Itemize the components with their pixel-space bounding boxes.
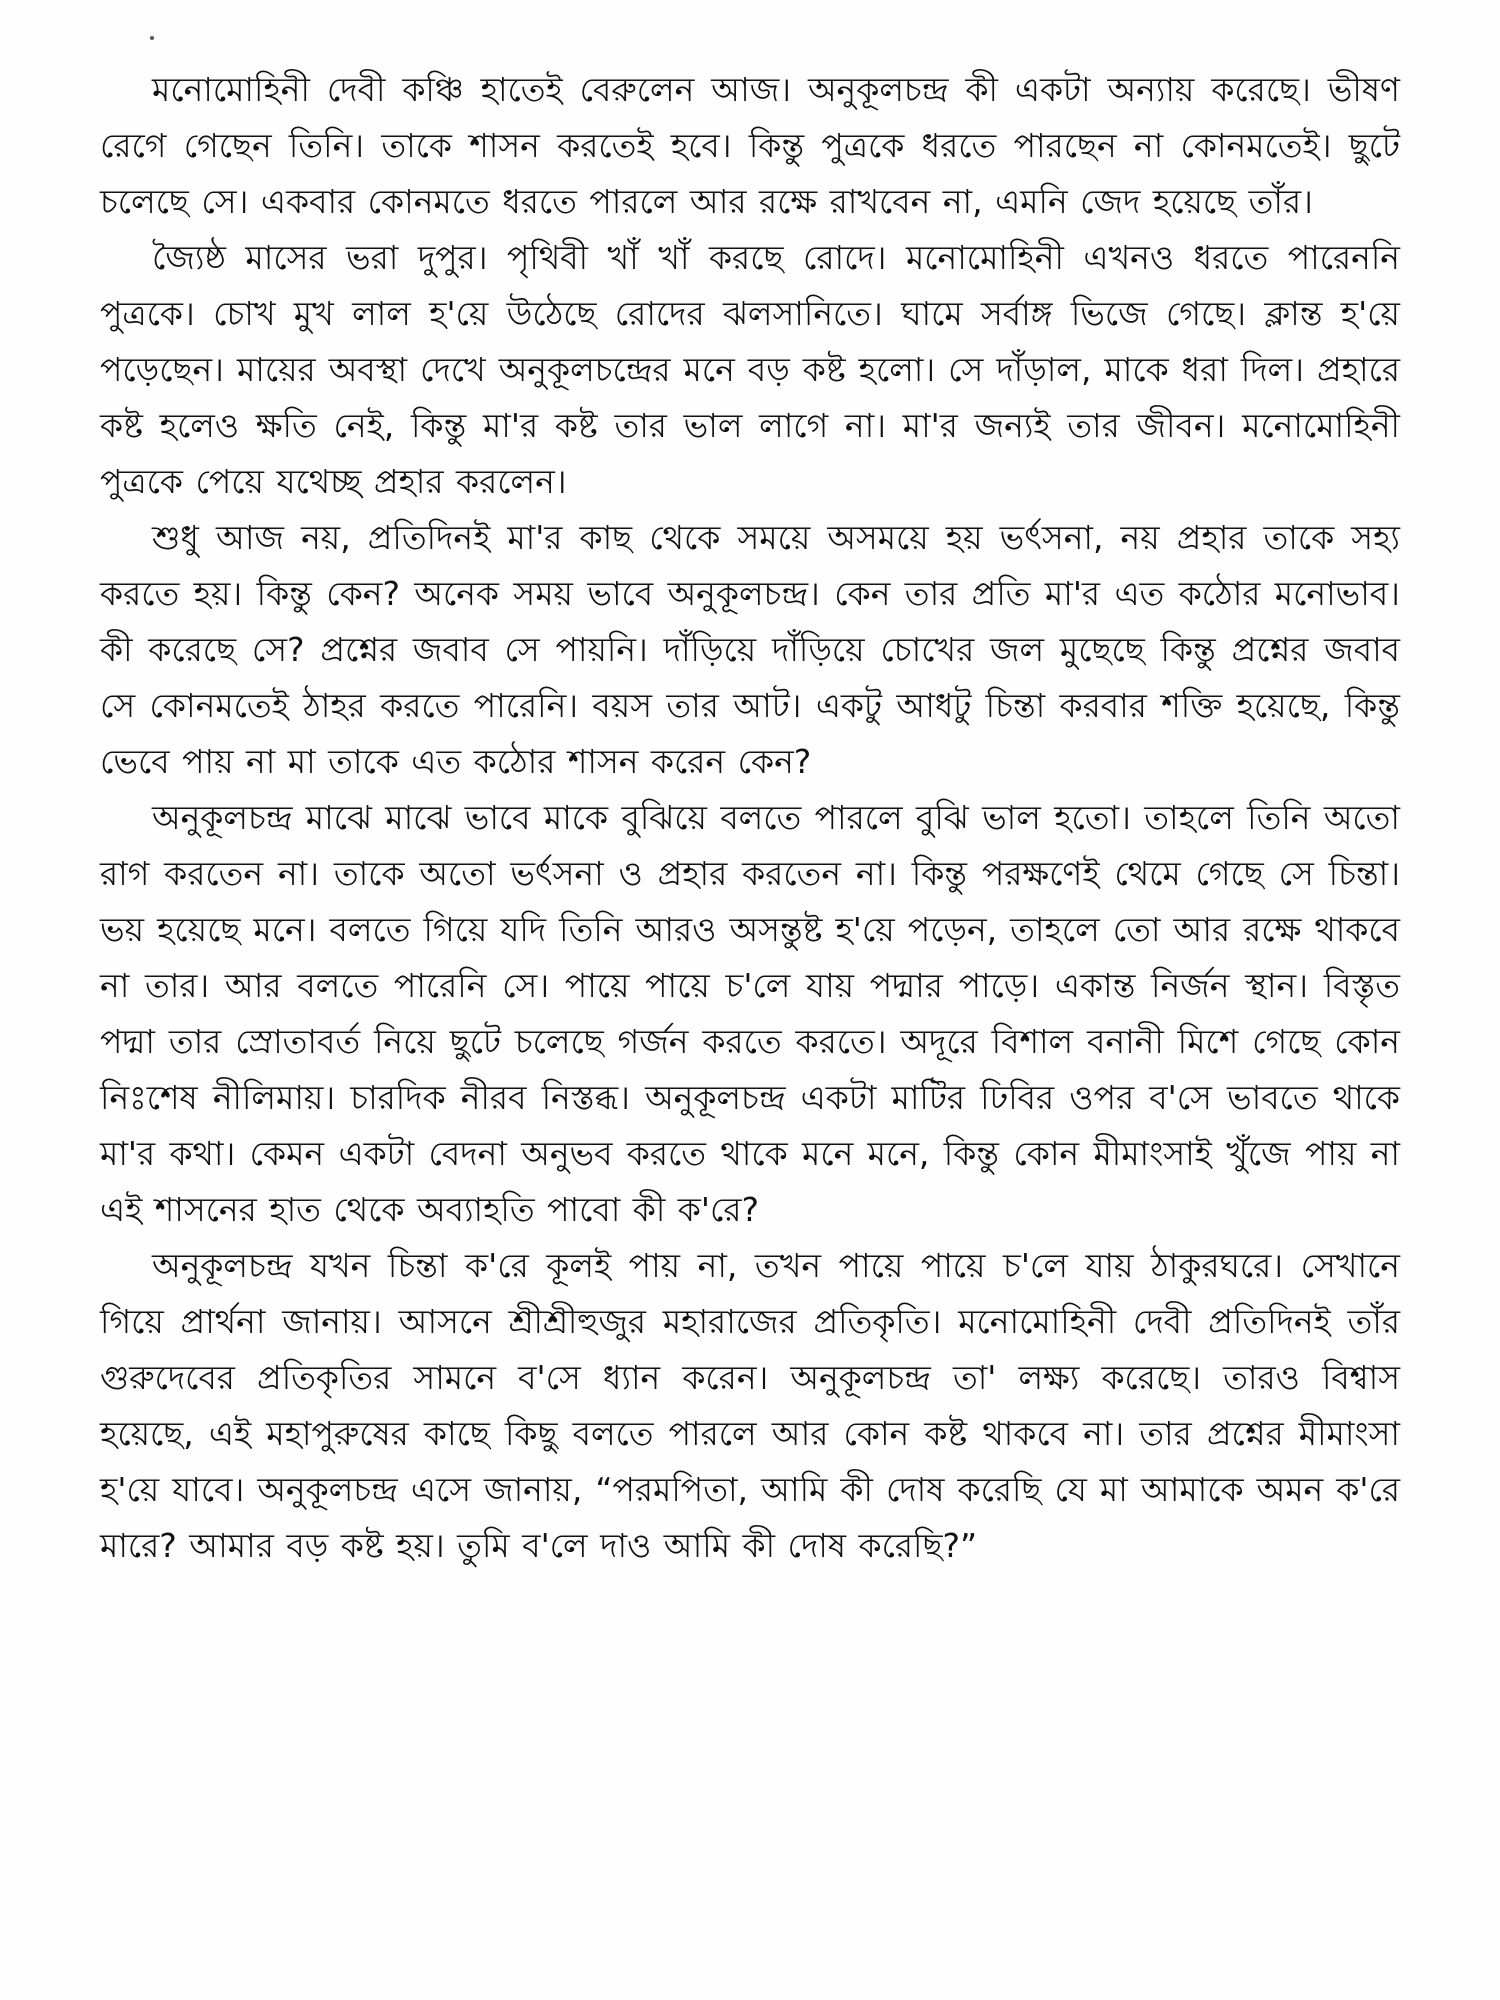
paragraph-2: জ্যৈষ্ঠ মাসের ভরা দুপুর। পৃথিবী খাঁ খাঁ করছে রোদে। মনোমোহিনী এখনও ধরতে পারেননি পুত্রকে। চোখ মুখ লাল হ'য়ে উঠেছে রোদের ঝলসানিতে। ঘামে সর্বাঙ্গ ভিজে গেছে। ক্লান্ত হ'য়ে পড়েছেন। মায়ের অবস্থা দেখে অনুকূলচন্দ্রের মনে বড় কষ্ট হলো। সে দাঁড়াল, মাকে ধরা দিল। প্রহারে কষ্ট হলেও ক্ষতি নেই, কিন্তু মা'র কষ্ট তার ভাল লাগে না। মা'র জন্যই তার জীবন। মনোমোহিনী পুত্রকে পেয়ে যথেচ্ছ প্রহার করলেন।	[100, 238, 1400, 501]
page-body-text	[100, 62, 1400, 1574]
paragraph-4: অনুকূলচন্দ্র মাঝে মাঝে ভাবে মাকে বুঝিয়ে বলতে পারলে বুঝি ভাল হতো। তাহলে তিনি অতো রাগ করতেন না। তাকে অতো ভর্ৎসনা ও প্রহার করতেন না। কিন্তু পরক্ষণেই থেমে গেছে সে চিন্তা। ভয় হয়েছে মনে। বলতে গিয়ে যদি তিনি আরও অসন্তুষ্ট হ'য়ে পড়েন, তাহলে তো আর রক্ষে থাকবে না তার। আর বলতে পারেনি সে। পায়ে পায়ে চ'লে যায় পদ্মার পাড়ে। একান্ত নির্জন স্থান। বিস্তৃত পদ্মা তার স্রোতাবর্ত নিয়ে ছুটে চলেছে গর্জন করতে করতে। অদূরে বিশাল বনানী মিশে গেছে কোন নিঃশেষ নীলিমায়। চারদিক নীরব নিস্তব্ধ। অনুকূলচন্দ্র একটা মাটির ঢিবির ওপর ব'সে ভাবতে থাকে মা'র কথা। কেমন একটা বেদনা অনুভব করতে থাকে মনে মনে, কিন্তু কোন মীমাংসাই খুঁজে পায় না এই শাসনের হাত থেকে অব্যাহতি পাবো কী ক'রে?	[100, 798, 1400, 1229]
paragraph-5: অনুকূলচন্দ্র যখন চিন্তা ক'রে কূলই পায় না, তখন পায়ে পায়ে চ'লে যায় ঠাকুরঘরে। সেখানে গিয়ে প্রার্থনা জানায়। আসনে শ্রীশ্রীহুজুর মহারাজের প্রতিকৃতি। মনোমোহিনী দেবী প্রতিদিনই তাঁর গুরুদেবের প্রতিকৃতির সামনে ব'সে ধ্যান করেন। অনুকূলচন্দ্র তা' লক্ষ্য করেছে। তারও বিশ্বাস হয়েছে, এই মহাপুরুষের কাছে কিছু বলতে পারলে আর কোন কষ্ট থাকবে না। তার প্রশ্নের মীমাংসা হ'য়ে যাবে। অনুকূলচন্দ্র এসে জানায়, “পরমপিতা, আমি কী দোষ করেছি যে মা আমাকে অমন ক'রে মারে? আমার বড় কষ্ট হয়। তুমি ব'লে দাও আমি কী দোষ করেছি?”	[100, 1246, 1401, 1565]
paragraph-3: শুধু আজ নয়, প্রতিদিনই মা'র কাছ থেকে সময়ে অসময়ে হয় ভর্ৎসনা, নয় প্রহার তাকে সহ্য করতে হয়। কিন্তু কেন? অনেক সময় ভাবে অনুকূলচন্দ্র। কেন তার প্রতি মা'র এত কঠোর মনোভাব। কী করেছে সে? প্রশ্নের জবাব সে পায়নি। দাঁড়িয়ে দাঁড়িয়ে চোখের জল মুছেছে কিন্তু প্রশ্নের জবাব সে কোনমতেই ঠাহর করতে পারেনি। বয়স তার আট। একটু আধটু চিন্তা করবার শক্তি হয়েছে, কিন্তু ভেবে পায় না মা তাকে এত কঠোর শাসন করেন কেন?	[100, 518, 1400, 781]
print-speck	[150, 36, 154, 40]
paragraph-1: মনোমোহিনী দেবী কঞ্চি হাতেই বেরুলেন আজ। অনুকূলচন্দ্র কী একটা অন্যায় করেছে। ভীষণ রেগে গেছেন তিনি। তাকে শাসন করতেই হবে। কিন্তু পুত্রকে ধরতে পারছেন না কোনমতেই। ছুটে চলেছে সে। একবার কোনমতে ধরতে পারলে আর রক্ষে রাখবেন না, এমনি জেদ হয়েছে তাঁর।	[100, 70, 1400, 221]
